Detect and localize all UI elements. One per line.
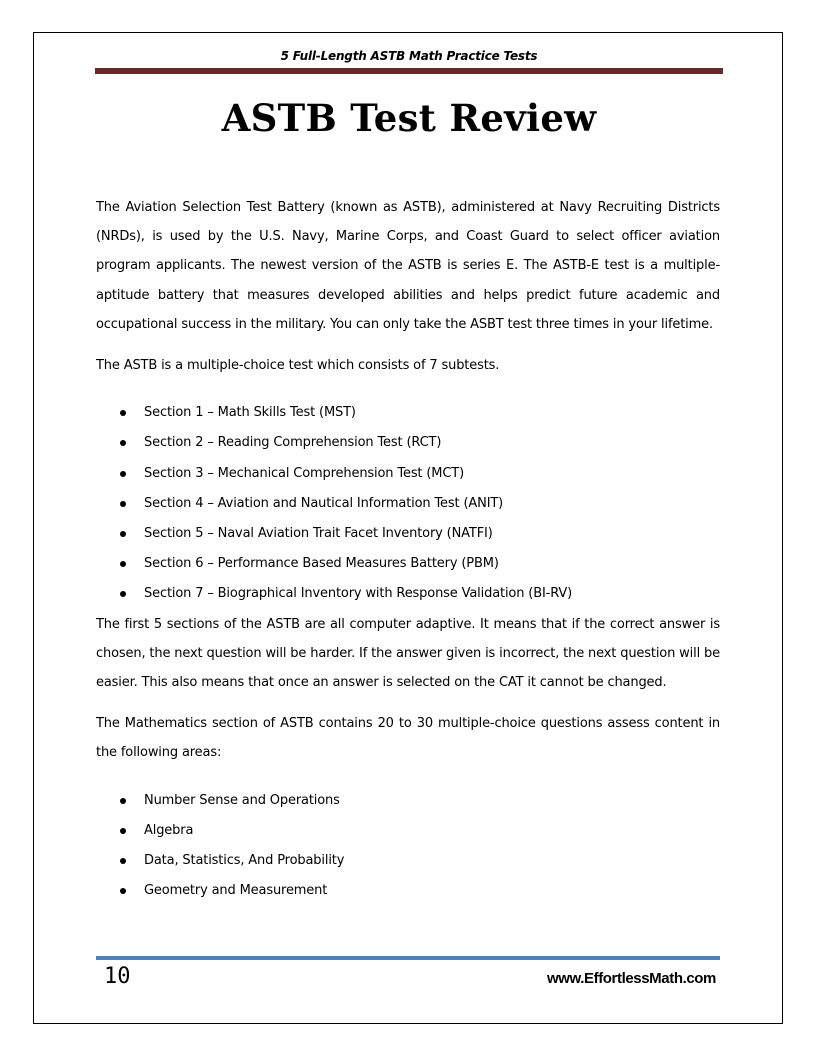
list-item: Geometry and Measurement bbox=[96, 876, 720, 906]
math-areas-list bbox=[96, 786, 720, 907]
list-item: Section 2 – Reading Comprehension Test (RCT) bbox=[96, 428, 720, 458]
intro-paragraph: The Aviation Selection Test Battery (known as ASTB), administered at Navy Recruiting Districts (NRDs), is used by the U.S. Navy, Marine Corps, and Coast Guard to select officer aviation program applicants. The newest version of the ASTB is series E. The ASTB-E test is a multiple-aptitude battery that measures developed abilities and helps predict future academic and occupational success in the military. You can only take the ASBT test three times in your lifetime. bbox=[96, 200, 720, 332]
subtests-intro-paragraph: The ASTB is a multiple-choice test which consists of 7 subtests. bbox=[96, 358, 500, 374]
list-item: Section 6 – Performance Based Measures Battery (PBM) bbox=[96, 549, 720, 579]
list-item: Algebra bbox=[96, 816, 720, 846]
sections-list bbox=[96, 398, 720, 609]
header-rule bbox=[95, 68, 723, 74]
list-item: Number Sense and Operations bbox=[96, 786, 720, 816]
adaptive-paragraph: The first 5 sections of the ASTB are all computer adaptive. It means that if the correct answer is chosen, the next question will be harder. If the answer given is incorrect, the next question will be easier. This also means that once an answer is selected on the CAT it cannot be changed. bbox=[96, 616, 720, 690]
page-content bbox=[96, 193, 720, 906]
list-item: Section 1 – Math Skills Test (MST) bbox=[96, 398, 720, 428]
list-item: Section 7 – Biographical Inventory with Response Validation (BI-RV) bbox=[96, 579, 720, 609]
website-link[interactable]: www.EffortlessMath.com bbox=[546, 970, 716, 987]
page-title: ASTB Test Review bbox=[221, 96, 597, 140]
footer-rule bbox=[96, 956, 720, 960]
list-item: Section 4 – Aviation and Nautical Information Test (ANIT) bbox=[96, 489, 720, 519]
page-number: 10 bbox=[104, 964, 131, 989]
math-intro-paragraph: The Mathematics section of ASTB contains 20 to 30 multiple-choice questions assess content in the following areas: bbox=[96, 716, 720, 761]
list-item: Data, Statistics, And Probability bbox=[96, 846, 720, 876]
list-item: Section 5 – Naval Aviation Trait Facet Inventory (NATFI) bbox=[96, 519, 720, 549]
running-header: 5 Full-Length ASTB Math Practice Tests bbox=[280, 49, 538, 63]
list-item: Section 3 – Mechanical Comprehension Test (MCT) bbox=[96, 459, 720, 489]
